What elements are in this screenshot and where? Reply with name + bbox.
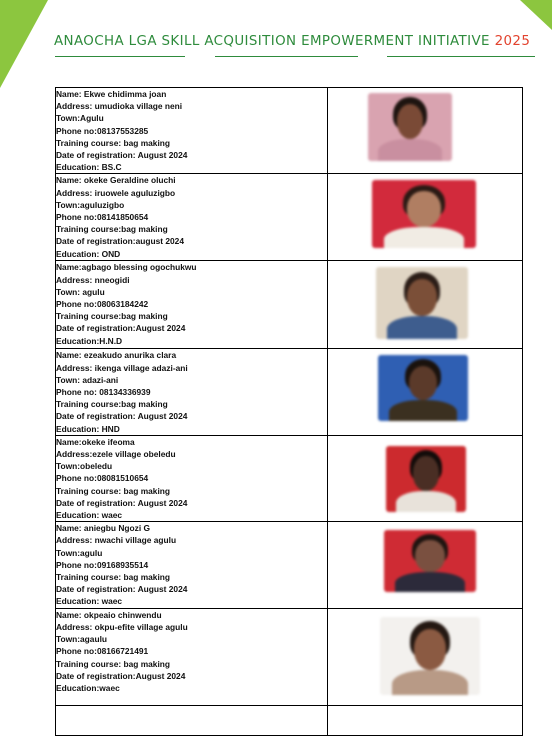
trainee-photo [384, 530, 476, 592]
table-row-empty [56, 705, 523, 735]
table-row [56, 88, 523, 174]
table-row [56, 435, 523, 521]
trainee-phone: Phone no:08137553285 [56, 125, 149, 136]
trainee-town: Town:agaulu [56, 634, 108, 645]
title-underline [387, 56, 535, 57]
trainee-address: Address: nneogidi [56, 274, 130, 285]
trainee-photo-cell [328, 174, 523, 261]
trainee-photo [380, 617, 480, 695]
trainee-education: Education: waec [56, 510, 123, 521]
trainee-town: Town:obeledu [56, 461, 113, 472]
trainee-photo [368, 93, 452, 161]
trainee-address: Address: okpu-efite village agulu [56, 621, 188, 632]
trainee-address: Address: nwachi village agulu [56, 535, 177, 546]
title-underline [55, 56, 185, 57]
trainee-education: Education: BS.C [56, 162, 122, 173]
title-text: ANAOCHA LGA SKILL ACQUISITION EMPOWERMENT INITIATIVE [54, 34, 490, 49]
photo-face [407, 191, 440, 226]
trainee-photo-cell [328, 88, 523, 174]
trainee-date: Date of registration: August 2024 [56, 150, 188, 161]
empty-cell [328, 705, 523, 735]
trainee-date: Date of registration: August 2024 [56, 411, 188, 422]
trainee-course: Training course: bag making [56, 572, 171, 583]
table-row [56, 174, 523, 261]
trainee-course: Training course: bag making [56, 658, 171, 669]
trainee-town: Town:aguluzigbo [56, 199, 125, 210]
photo-body [387, 316, 457, 339]
table-row [56, 608, 523, 705]
corner-decoration-left [0, 0, 48, 88]
trainee-info-cell [56, 261, 328, 349]
trainee-town: Town:agulu [56, 547, 103, 558]
trainee-town: Town:Agulu [56, 113, 104, 124]
photo-body [378, 139, 442, 161]
trainee-photo-cell [328, 522, 523, 608]
trainee-education: Education: waec [56, 596, 123, 607]
trainee-name: Name: aniegbu Ngozi G [56, 523, 150, 534]
trainee-name: Name:okeke ifeoma [56, 436, 135, 447]
trainee-education: Education:waec [56, 682, 120, 693]
trainee-course: Training course:bag making [56, 224, 168, 235]
trainee-address: Address: iruowele aguluzigbo [56, 187, 176, 198]
trainee-phone: Phone no: 08134336939 [56, 387, 151, 398]
trainee-course: Training course: bag making [56, 137, 171, 148]
trainee-phone: Phone no:08063184242 [56, 299, 149, 310]
photo-face [413, 456, 439, 490]
trainee-education: Education: HND [56, 423, 120, 434]
trainee-photo-cell [328, 349, 523, 435]
trainee-photo-cell [328, 435, 523, 521]
trainee-photo [378, 355, 468, 421]
table-row [56, 261, 523, 349]
photo-body [389, 400, 457, 421]
trainee-name: Name: okeke Geraldine oluchi [56, 175, 176, 186]
trainee-name: Name: ezeakudo anurika clara [56, 350, 177, 361]
trainee-phone: Phone no:08166721491 [56, 646, 149, 657]
trainee-photo [386, 446, 466, 512]
empty-cell [56, 705, 328, 735]
trainee-phone: Phone no:08081510654 [56, 473, 149, 484]
photo-face [415, 540, 444, 572]
trainee-info-cell [56, 349, 328, 435]
trainee-info-cell [56, 88, 328, 174]
trainee-address: Address:ezele village obeledu [56, 449, 176, 460]
trainee-info-cell [56, 608, 328, 705]
trainee-course: Training course:bag making [56, 399, 168, 410]
photo-face [414, 629, 446, 670]
photo-body [384, 227, 463, 249]
trainee-course: Training course: bag making [56, 485, 171, 496]
trainee-photo-cell [328, 261, 523, 349]
registration-table [55, 87, 523, 736]
trainee-info-cell [56, 435, 328, 521]
title-year: 2025 [494, 34, 531, 49]
trainee-name: Name: okpeaio chinwendu [56, 609, 162, 620]
trainee-town: Town: adazi-ani [56, 374, 119, 385]
trainee-course: Training course:bag making [56, 311, 168, 322]
trainee-name: Name:agbago blessing ogochukwu [56, 262, 197, 273]
photo-face [407, 279, 436, 316]
trainee-photo [372, 180, 476, 248]
table-row [56, 522, 523, 608]
trainee-town: Town: agulu [56, 286, 105, 297]
trainee-name: Name: Ekwe chidimma joan [56, 89, 167, 99]
photo-body [396, 491, 457, 512]
trainee-address: Address: ikenga village adazi-ani [56, 362, 188, 373]
photo-body [395, 572, 465, 592]
trainee-date: Date of registration:August 2024 [56, 323, 186, 334]
page-title [54, 34, 534, 49]
trainee-address: Address: umudioka village neni [56, 101, 183, 112]
trainee-date: Date of registration: August 2024 [56, 497, 188, 508]
trainee-phone: Phone no:08141850654 [56, 212, 149, 223]
trainee-photo [376, 267, 468, 339]
trainee-phone: Phone no:09168935514 [56, 559, 149, 570]
title-underline [215, 56, 358, 57]
trainee-education: Education:H.N.D [56, 335, 123, 346]
photo-body [392, 670, 468, 695]
table-row [56, 349, 523, 435]
trainee-date: Date of registration: August 2024 [56, 584, 188, 595]
trainee-date: Date of registration:august 2024 [56, 236, 184, 247]
corner-decoration-right [520, 0, 552, 30]
trainee-photo-cell [328, 608, 523, 705]
trainee-info-cell [56, 522, 328, 608]
trainee-date: Date of registration:August 2024 [56, 670, 186, 681]
trainee-info-cell [56, 174, 328, 261]
trainee-education: Education: OND [56, 248, 121, 259]
